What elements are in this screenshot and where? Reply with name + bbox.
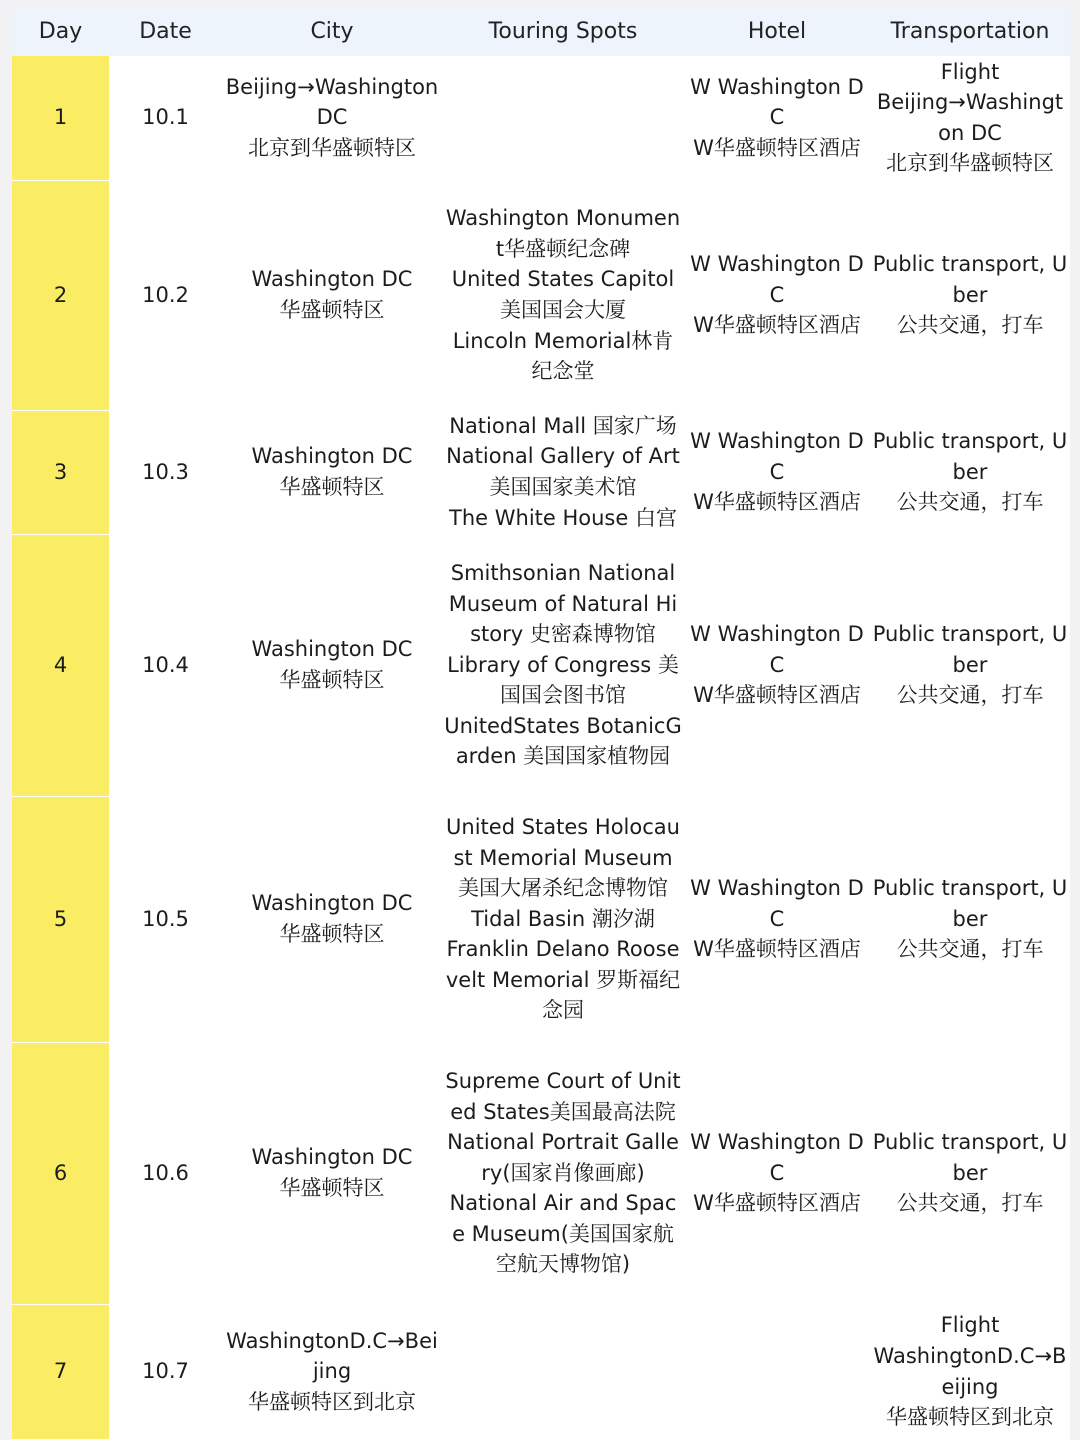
transportation-line: Public transport, Uber — [872, 429, 1068, 484]
touring-spots-line: UnitedStates BotanicGarden 美国国家植物园 — [444, 713, 682, 769]
city-line: 华盛顿特区到北京 — [248, 1389, 416, 1414]
transportation-line: 公共交通，打车 — [896, 1191, 1044, 1216]
city-line: Washington DC — [251, 267, 413, 292]
city-line: Washington DC — [251, 637, 413, 662]
hotel-line: W华盛顿特区酒店 — [693, 683, 861, 708]
touring-spots-cell — [442, 1304, 684, 1439]
touring-spots-cell — [442, 56, 684, 180]
hotel-cell — [684, 1304, 870, 1439]
header-touring-spots: Touring Spots — [442, 8, 684, 56]
hotel-line: W华盛顿特区酒店 — [693, 136, 861, 161]
table-row — [12, 1304, 1070, 1439]
transportation-cell — [870, 1042, 1070, 1304]
city-line: 华盛顿特区 — [279, 475, 385, 499]
transportation-line: 公共交通，打车 — [896, 490, 1044, 515]
date-cell: 10.7 — [142, 1359, 189, 1384]
hotel-cell — [684, 1042, 870, 1304]
touring-spots-line: National Air and Space Museum(美国国家航空航天博物馆) — [449, 1191, 677, 1277]
day-cell: 5 — [12, 796, 109, 1042]
itinerary-sheet — [12, 8, 1070, 1439]
hotel-line: W Washington DC — [690, 74, 864, 130]
city-line: Washington DC — [251, 1145, 413, 1170]
transportation-cell — [870, 534, 1070, 796]
touring-spots-cell — [442, 534, 684, 796]
day-cell: 1 — [12, 56, 109, 180]
city-line: 北京到华盛顿特区 — [248, 136, 416, 161]
touring-spots-line: The White House 白宫 — [449, 505, 677, 530]
header-date: Date — [109, 8, 222, 56]
transportation-line: WashingtonD.C→Beijing — [873, 1343, 1067, 1399]
hotel-line: W Washington DC — [690, 1130, 864, 1185]
transportation-line: Beijing→Washington DC — [876, 90, 1064, 145]
date-cell: 10.5 — [142, 906, 189, 931]
touring-spots-line: Smithsonian National Museum of Natural History 史密森博物馆 — [448, 560, 678, 647]
touring-spots-line: Library of Congress 美国国会图书馆 — [447, 652, 679, 708]
hotel-line: W华盛顿特区酒店 — [693, 1191, 861, 1216]
touring-spots-cell — [442, 796, 684, 1042]
city-cell — [222, 56, 442, 180]
touring-spots-line: Supreme Court of United States美国最高法院 — [445, 1068, 681, 1124]
city-line: 华盛顿特区 — [279, 668, 385, 692]
hotel-line: W华盛顿特区酒店 — [693, 490, 861, 515]
transportation-cell — [870, 796, 1070, 1042]
city-line: Washington DC — [251, 444, 413, 469]
header-day: Day — [12, 8, 109, 56]
hotel-cell — [684, 796, 870, 1042]
table-row — [12, 410, 1070, 534]
transportation-line: Public transport, Uber — [872, 1130, 1068, 1185]
city-cell — [222, 534, 442, 796]
touring-spots-line: National Gallery of Art 美国国家美术馆 — [446, 444, 680, 499]
city-line: 华盛顿特区 — [279, 298, 385, 322]
day-cell: 6 — [12, 1042, 109, 1304]
header-hotel: Hotel — [684, 8, 870, 56]
city-cell — [222, 1042, 442, 1304]
date-cell: 10.6 — [142, 1160, 189, 1185]
touring-spots-line: Tidal Basin 潮汐湖 — [471, 906, 655, 931]
itinerary-table — [12, 8, 1070, 1440]
hotel-cell — [684, 410, 870, 534]
city-cell — [222, 1304, 442, 1439]
table-body — [12, 56, 1070, 1439]
table-row — [12, 1042, 1070, 1304]
transportation-line: 北京到华盛顿特区 — [886, 151, 1054, 176]
transportation-line: 公共交通，打车 — [896, 937, 1044, 962]
touring-spots-line: Washington Monument华盛顿纪念碑 — [445, 206, 681, 261]
transportation-cell — [870, 56, 1070, 180]
city-line: Washington DC — [251, 891, 413, 916]
date-cell: 10.1 — [142, 105, 189, 130]
table-row — [12, 796, 1070, 1042]
day-cell: 3 — [12, 410, 109, 534]
transportation-line: Public transport, Uber — [872, 622, 1068, 677]
table-header — [12, 8, 1070, 56]
touring-spots-cell — [442, 410, 684, 534]
table-row — [12, 534, 1070, 796]
touring-spots-line: National Portrait Gallery(国家肖像画廊) — [447, 1130, 679, 1185]
hotel-cell — [684, 534, 870, 796]
city-cell — [222, 410, 442, 534]
hotel-cell — [684, 56, 870, 180]
transportation-cell — [870, 410, 1070, 534]
touring-spots-cell — [442, 180, 684, 410]
header-city: City — [222, 8, 442, 56]
transportation-cell — [870, 180, 1070, 410]
touring-spots-line: Franklin Delano Roosevelt Memorial 罗斯福纪念园 — [445, 937, 681, 1023]
date-cell: 10.3 — [142, 459, 189, 484]
header-row — [12, 8, 1070, 56]
transportation-line: 公共交通，打车 — [896, 313, 1044, 338]
city-cell — [222, 796, 442, 1042]
table-row — [12, 56, 1070, 180]
city-line: 华盛顿特区 — [279, 1176, 385, 1200]
hotel-line: W华盛顿特区酒店 — [693, 937, 861, 962]
day-cell: 7 — [12, 1304, 109, 1439]
transportation-line: 华盛顿特区到北京 — [886, 1405, 1054, 1430]
city-line: 华盛顿特区 — [279, 922, 385, 946]
hotel-line: W Washington DC — [690, 876, 864, 931]
hotel-line: W Washington DC — [690, 429, 864, 484]
touring-spots-line: United States Capitol 美国国会大厦 — [451, 267, 675, 322]
transportation-line: Flight — [940, 1313, 1000, 1338]
header-transportation: Transportation — [870, 8, 1070, 56]
hotel-line: W华盛顿特区酒店 — [693, 313, 861, 338]
transportation-line: Flight — [940, 59, 1000, 84]
hotel-line: W Washington DC — [690, 252, 864, 307]
touring-spots-line: National Mall 国家广场 — [449, 413, 677, 438]
touring-spots-cell — [442, 1042, 684, 1304]
date-cell: 10.2 — [142, 282, 189, 307]
table-row — [12, 180, 1070, 410]
day-cell: 4 — [12, 534, 109, 796]
city-line: Beijing→Washington DC — [225, 74, 439, 130]
date-cell: 10.4 — [142, 652, 189, 677]
touring-spots-line: Lincoln Memorial林肯纪念堂 — [452, 328, 674, 384]
hotel-line: W Washington DC — [690, 622, 864, 677]
city-line: WashingtonD.C→Beijing — [226, 1328, 438, 1384]
day-cell: 2 — [12, 180, 109, 410]
touring-spots-line: United States Holocaust Memorial Museum 美国大屠杀纪念博物馆 — [446, 814, 680, 901]
transportation-line: Public transport, Uber — [872, 252, 1068, 307]
transportation-cell — [870, 1304, 1070, 1439]
transportation-line: Public transport, Uber — [872, 876, 1068, 931]
transportation-line: 公共交通，打车 — [896, 683, 1044, 708]
city-cell — [222, 180, 442, 410]
hotel-cell — [684, 180, 870, 410]
